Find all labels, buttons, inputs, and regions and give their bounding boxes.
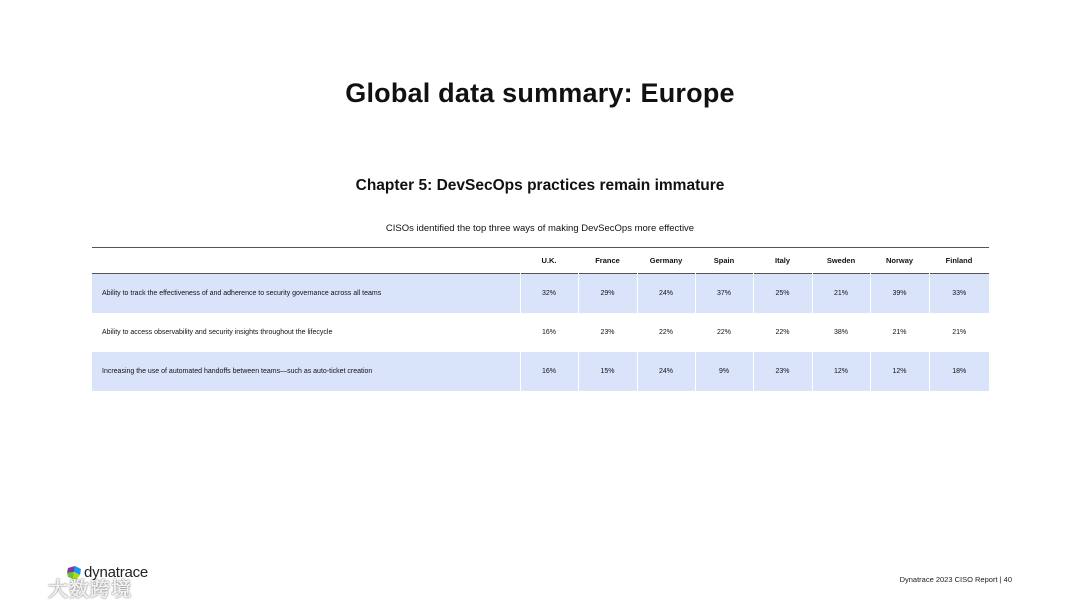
- table-cell: 15%: [578, 352, 637, 391]
- row-label: Ability to access observability and security insights throughout the lifecycle: [102, 328, 333, 336]
- header-blank: [92, 248, 520, 274]
- column-header: Finland: [945, 256, 973, 265]
- watermark-icon: [8, 576, 48, 598]
- table-cell: 23%: [753, 352, 812, 391]
- column-header: Italy: [774, 256, 790, 265]
- table-cell: 33%: [929, 274, 989, 313]
- table-cell: 32%: [520, 274, 578, 313]
- table-cell: 24%: [637, 274, 695, 313]
- table-cell: 12%: [812, 352, 870, 391]
- page-title: Global data summary: Europe: [345, 78, 735, 108]
- table-cell: 9%: [695, 352, 753, 391]
- table-cell: 12%: [870, 352, 929, 391]
- column-header: Sweden: [826, 256, 856, 265]
- table-header-row: [92, 248, 989, 274]
- table-row: [92, 313, 989, 352]
- column-header: Norway: [885, 256, 914, 265]
- table-row: [92, 352, 989, 391]
- table-cell: 21%: [870, 313, 929, 352]
- table-cell: 22%: [695, 313, 753, 352]
- table-cell: 16%: [520, 313, 578, 352]
- table-cell: 24%: [637, 352, 695, 391]
- table-cell: 29%: [578, 274, 637, 313]
- table-cell: 39%: [870, 274, 929, 313]
- watermark-text: 大数跨境: [48, 578, 132, 601]
- column-header: Spain: [713, 256, 735, 265]
- column-header: U.K.: [541, 256, 557, 265]
- table-cell: 37%: [695, 274, 753, 313]
- table-cell: 21%: [812, 274, 870, 313]
- table-cell: 18%: [929, 352, 989, 391]
- column-header: France: [595, 256, 620, 265]
- row-label: Increasing the use of automated handoffs between teams—such as auto-ticket creation: [92, 352, 520, 391]
- table-caption: CISOs identified the top three ways of making DevSecOps more effective: [385, 223, 695, 234]
- table-cell: 23%: [578, 313, 637, 352]
- watermark: [8, 572, 158, 602]
- table-cell: 21%: [929, 313, 989, 352]
- chapter-title: Chapter 5: DevSecOps practices remain immature: [355, 177, 725, 194]
- data-table-container: [92, 247, 989, 391]
- table-cell: 25%: [753, 274, 812, 313]
- table-cell: 22%: [753, 313, 812, 352]
- table-cell: 38%: [812, 313, 870, 352]
- table-row: [92, 274, 989, 313]
- table-cell: 16%: [520, 352, 578, 391]
- table-cell: 22%: [637, 313, 695, 352]
- logo-wordmark: dynatrace: [84, 564, 149, 581]
- row-label: Ability to track the effectiveness of and adherence to security governance across all teams: [92, 274, 520, 313]
- data-table: [92, 247, 989, 391]
- page-footer: Dynatrace 2023 CISO Report | 40: [899, 575, 1012, 584]
- column-header: Germany: [649, 256, 683, 265]
